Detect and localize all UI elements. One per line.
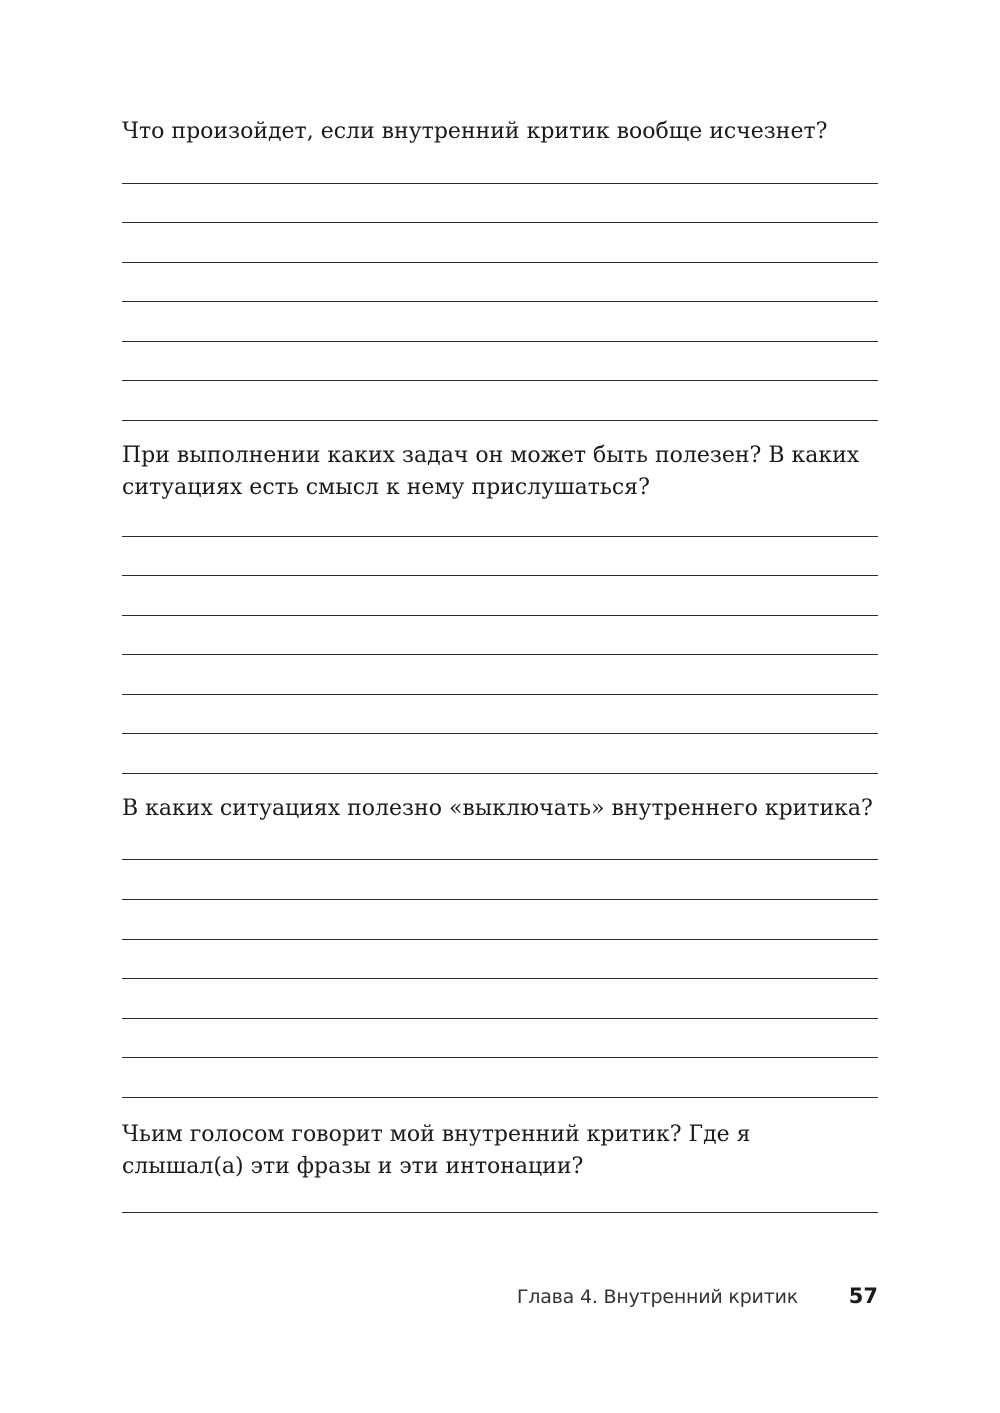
answer-line[interactable] [122, 859, 878, 860]
question-1: Что произойдет, если внутренний критик вообще исчезнет? [122, 119, 828, 144]
question-2: При выполнении каких задач он может быть полезен? В каких ситуациях есть смысл к нему прислушаться? [122, 443, 860, 500]
answer-line[interactable] [122, 380, 878, 381]
answer-line[interactable] [122, 420, 878, 421]
answer-line[interactable] [122, 1018, 878, 1019]
answer-line[interactable] [122, 301, 878, 302]
answer-line[interactable] [122, 733, 878, 734]
running-footer-chapter: Глава 4. Внутренний критик [516, 1286, 798, 1308]
answer-line[interactable] [122, 262, 878, 263]
answer-line[interactable] [122, 899, 878, 900]
answer-line[interactable] [122, 536, 878, 537]
answer-line[interactable] [122, 978, 878, 979]
answer-line[interactable] [122, 694, 878, 695]
answer-line[interactable] [122, 773, 878, 774]
answer-line[interactable] [122, 341, 878, 342]
answer-line[interactable] [122, 1097, 878, 1098]
answer-line[interactable] [122, 183, 878, 184]
answer-line[interactable] [122, 1212, 878, 1213]
page-number: 57 [848, 1284, 878, 1308]
answer-line[interactable] [122, 1057, 878, 1058]
answer-line[interactable] [122, 222, 878, 223]
answer-line[interactable] [122, 939, 878, 940]
answer-line[interactable] [122, 575, 878, 576]
question-4: Чьим голосом говорит мой внутренний критик? Где я слышал(а) эти фразы и эти интонации? [122, 1122, 751, 1179]
answer-line[interactable] [122, 615, 878, 616]
question-3: В каких ситуациях полезно «выключать» внутреннего критика? [122, 796, 873, 821]
answer-line[interactable] [122, 654, 878, 655]
